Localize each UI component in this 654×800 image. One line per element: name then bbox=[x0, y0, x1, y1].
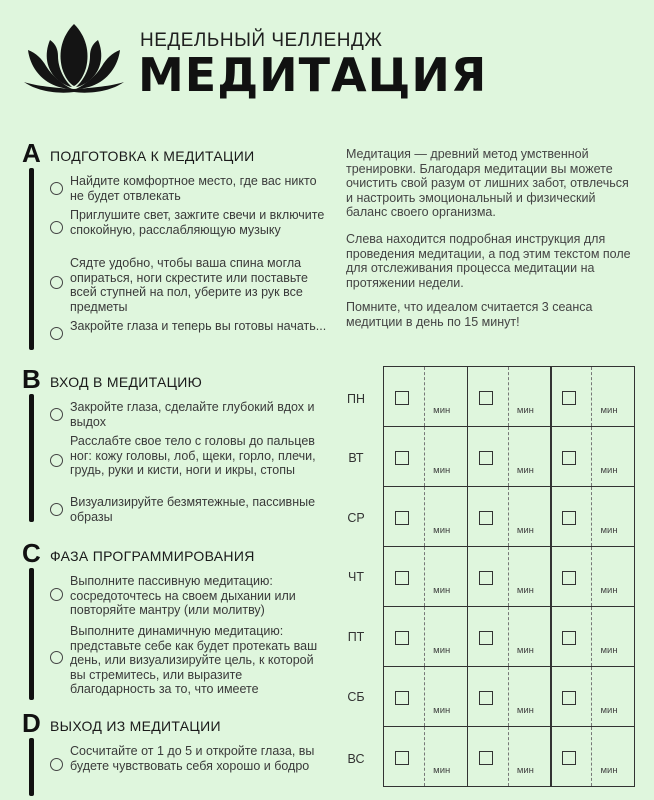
minutes-label: мин bbox=[600, 405, 618, 416]
session-cell bbox=[467, 666, 552, 727]
list-item: Найдите комфортное место, где вас никто не будет отвлекать bbox=[50, 174, 330, 203]
session-checkbox[interactable] bbox=[562, 571, 576, 585]
minutes-label: мин bbox=[516, 525, 534, 536]
session-checkbox[interactable] bbox=[479, 451, 493, 465]
session-cell bbox=[383, 726, 468, 787]
day-label: ЧТ bbox=[348, 570, 364, 584]
cell-divider bbox=[424, 487, 425, 546]
minutes-label: мин bbox=[516, 465, 534, 476]
cell-divider bbox=[591, 667, 592, 726]
minutes-label: мин bbox=[516, 645, 534, 656]
cell-divider bbox=[424, 367, 425, 426]
section-letter: A bbox=[22, 138, 41, 168]
checkbox-circle[interactable] bbox=[50, 182, 63, 195]
cell-divider bbox=[424, 547, 425, 606]
cell-divider bbox=[508, 667, 509, 726]
section-letter: C bbox=[22, 538, 41, 568]
list-item: Выполните пассивную медитацию: сосредоточтесь на своем дыхании или повторяйте мантру (или молитву) bbox=[50, 574, 330, 618]
checkbox-circle[interactable] bbox=[50, 758, 63, 771]
session-checkbox[interactable] bbox=[395, 631, 409, 645]
section-d bbox=[22, 710, 332, 795]
session-checkbox[interactable] bbox=[562, 691, 576, 705]
session-checkbox[interactable] bbox=[395, 691, 409, 705]
weekly-tracker-grid bbox=[383, 366, 634, 786]
session-cell bbox=[550, 666, 635, 727]
cell-divider bbox=[508, 367, 509, 426]
session-checkbox[interactable] bbox=[479, 631, 493, 645]
day-label: СБ bbox=[347, 690, 365, 704]
section-divider bbox=[29, 738, 34, 796]
session-checkbox[interactable] bbox=[479, 511, 493, 525]
cell-divider bbox=[591, 487, 592, 546]
session-cell bbox=[467, 726, 552, 787]
session-cell bbox=[550, 486, 635, 547]
list-item: Сосчитайте от 1 до 5 и откройте глаза, вы будете чувствовать себя хорошо и бодро bbox=[50, 744, 330, 773]
session-cell bbox=[467, 486, 552, 547]
section-letter: B bbox=[22, 364, 41, 394]
session-cell bbox=[383, 546, 468, 607]
session-checkbox[interactable] bbox=[562, 751, 576, 765]
minutes-label: мин bbox=[600, 705, 618, 716]
session-cell bbox=[550, 366, 635, 427]
cell-divider bbox=[424, 727, 425, 786]
section-title: ПОДГОТОВКА К МЕДИТАЦИИ bbox=[50, 148, 255, 164]
list-item: Визуализируйте безмятежные, пассивные образы bbox=[50, 495, 330, 524]
session-checkbox[interactable] bbox=[479, 751, 493, 765]
minutes-label: мин bbox=[433, 765, 451, 776]
minutes-label: мин bbox=[600, 465, 618, 476]
checkbox-circle[interactable] bbox=[50, 276, 63, 289]
checkbox-circle[interactable] bbox=[50, 327, 63, 340]
minutes-label: мин bbox=[600, 645, 618, 656]
session-checkbox[interactable] bbox=[395, 511, 409, 525]
session-checkbox[interactable] bbox=[395, 571, 409, 585]
minutes-label: мин bbox=[433, 465, 451, 476]
checkbox-circle[interactable] bbox=[50, 651, 63, 664]
section-title: ФАЗА ПРОГРАММИРОВАНИЯ bbox=[50, 548, 255, 564]
session-cell bbox=[383, 366, 468, 427]
checkbox-circle[interactable] bbox=[50, 408, 63, 421]
session-cell bbox=[550, 606, 635, 667]
intro-paragraph: Медитация — древний метод умственной тренировки. Благодаря медитации вы можете очистить свой разум от лишних забот, отвлечься и настроить эмоциональный и физический баланс своего организма. bbox=[346, 147, 629, 220]
minutes-label: мин bbox=[433, 405, 451, 416]
session-cell bbox=[467, 366, 552, 427]
cell-divider bbox=[591, 727, 592, 786]
challenge-subtitle: НЕДЕЛЬНЫЙ ЧЕЛЛЕНДЖ bbox=[140, 30, 383, 51]
cell-divider bbox=[424, 427, 425, 486]
list-item: Сядте удобно, чтобы ваша спина могла опираться, ноги скрестите или поставьте всей ступней на пол, уберите из рук все предметы bbox=[50, 256, 330, 314]
checkbox-circle[interactable] bbox=[50, 503, 63, 516]
page-title: МЕДИТАЦИЯ bbox=[138, 48, 488, 102]
session-cell bbox=[467, 606, 552, 667]
session-checkbox[interactable] bbox=[479, 391, 493, 405]
session-cell bbox=[383, 606, 468, 667]
session-cell bbox=[467, 546, 552, 607]
session-cell bbox=[383, 486, 468, 547]
cell-divider bbox=[591, 547, 592, 606]
cell-divider bbox=[508, 427, 509, 486]
minutes-label: мин bbox=[516, 585, 534, 596]
minutes-label: мин bbox=[600, 765, 618, 776]
session-checkbox[interactable] bbox=[562, 451, 576, 465]
minutes-label: мин bbox=[516, 705, 534, 716]
cell-divider bbox=[508, 727, 509, 786]
day-label: ВТ bbox=[348, 451, 364, 465]
minutes-label: мин bbox=[433, 705, 451, 716]
session-cell bbox=[550, 546, 635, 607]
cell-divider bbox=[591, 607, 592, 666]
minutes-label: мин bbox=[516, 765, 534, 776]
day-label: ПТ bbox=[347, 630, 365, 644]
recommendation-paragraph: Помните, что идеалом считается 3 сеанса медитции в день по 15 минут! bbox=[346, 300, 593, 329]
minutes-label: мин bbox=[433, 645, 451, 656]
section-divider bbox=[29, 394, 34, 522]
minutes-label: мин bbox=[433, 525, 451, 536]
session-cell bbox=[550, 726, 635, 787]
session-checkbox[interactable] bbox=[562, 391, 576, 405]
session-cell bbox=[383, 666, 468, 727]
cell-divider bbox=[508, 547, 509, 606]
day-label: СР bbox=[347, 511, 365, 525]
session-checkbox[interactable] bbox=[562, 631, 576, 645]
session-cell bbox=[550, 426, 635, 487]
minutes-label: мин bbox=[516, 405, 534, 416]
cell-divider bbox=[508, 607, 509, 666]
lotus-icon bbox=[22, 22, 126, 94]
minutes-label: мин bbox=[600, 525, 618, 536]
session-checkbox[interactable] bbox=[479, 691, 493, 705]
list-item: Закройте глаза, сделайте глубокий вдох и выдох bbox=[50, 400, 330, 429]
section-divider bbox=[29, 168, 34, 350]
day-label: ВС bbox=[347, 752, 365, 766]
session-checkbox[interactable] bbox=[479, 571, 493, 585]
section-divider bbox=[29, 568, 34, 700]
checkbox-circle[interactable] bbox=[50, 221, 63, 234]
minutes-label: мин bbox=[600, 585, 618, 596]
cell-divider bbox=[508, 487, 509, 546]
list-item: Приглушите свет, зажгите свечи и включите спокойную, расслабляющую музыку bbox=[50, 208, 330, 237]
list-item: Закройте глаза и теперь вы готовы начать... bbox=[50, 319, 330, 334]
session-checkbox[interactable] bbox=[395, 391, 409, 405]
cell-divider bbox=[591, 427, 592, 486]
list-item: Расслабте свое тело с головы до пальцев ног: кожу головы, лоб, щеки, горло, плечи, грудь, руки и кисти, ноги и икры, стопы bbox=[50, 434, 330, 478]
session-cell bbox=[383, 426, 468, 487]
section-c bbox=[22, 540, 332, 700]
section-a bbox=[22, 140, 332, 350]
instruction-paragraph: Слева находится подробная инструкция для проведения медитации, а под этим текстом поле для отслеживания процесса медитации на протяжении недели. bbox=[346, 232, 631, 290]
session-checkbox[interactable] bbox=[562, 511, 576, 525]
session-checkbox[interactable] bbox=[395, 751, 409, 765]
minutes-label: мин bbox=[433, 585, 451, 596]
section-title: ВХОД В МЕДИТАЦИЮ bbox=[50, 374, 203, 390]
session-cell bbox=[467, 426, 552, 487]
section-b bbox=[22, 366, 332, 536]
section-title: ВЫХОД ИЗ МЕДИТАЦИИ bbox=[50, 718, 221, 734]
section-letter: D bbox=[22, 708, 41, 738]
session-checkbox[interactable] bbox=[395, 451, 409, 465]
list-item: Выполните динамичную медитацию: представьте себе как будет протекать ваш день, или визуализируйте цель, к которой вы стремитесь, или выразите благодарность за то, что имеете bbox=[50, 624, 330, 697]
cell-divider bbox=[591, 367, 592, 426]
day-label: ПН bbox=[346, 392, 365, 406]
cell-divider bbox=[424, 607, 425, 666]
checkbox-circle[interactable] bbox=[50, 588, 63, 601]
checkbox-circle[interactable] bbox=[50, 454, 63, 467]
cell-divider bbox=[424, 667, 425, 726]
